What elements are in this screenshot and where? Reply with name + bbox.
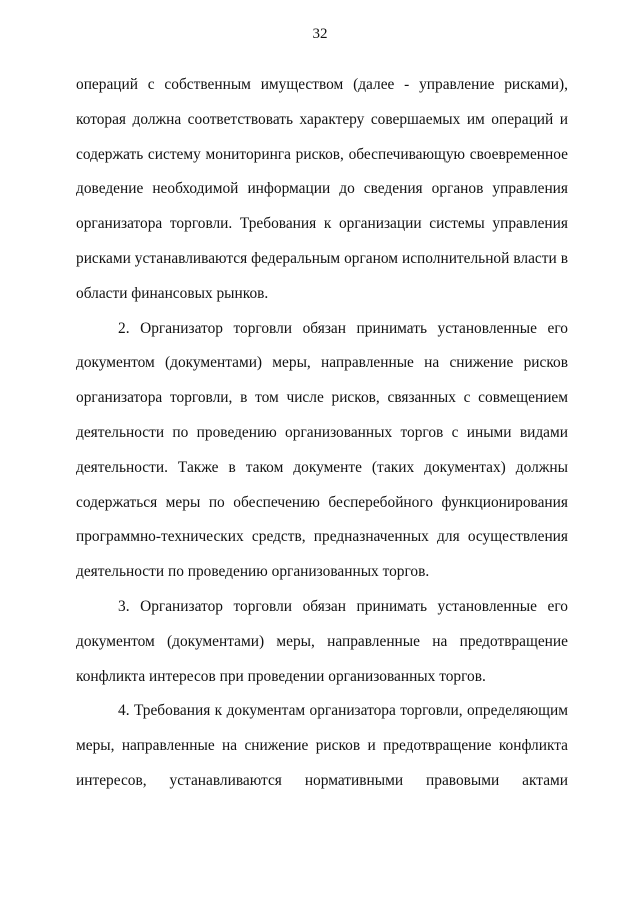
paragraph-4 [76, 694, 568, 798]
text-line: содержать систему мониторинга рисков, обеспечивающую своевременное [76, 145, 568, 163]
page-number: 32 [312, 26, 328, 42]
text-line: содержаться меры по обеспечению бесперебойного функционирования [76, 493, 568, 511]
text-line: программно-технических средств, предназначенных для осуществления [76, 528, 568, 546]
document-body [76, 68, 568, 799]
paragraph-3 [76, 590, 568, 694]
text-line: деятельности. Также в таком документе (таких документах) должны [76, 458, 568, 476]
text-line: документом (документами) меры, направленные на предотвращение [76, 632, 568, 650]
text-line: доведение необходимой информации до сведения органов управления [76, 180, 568, 198]
text-line: организатора торговли, в том числе рисков, связанных с совмещением [76, 389, 568, 407]
text-line: рисками устанавливаются федеральным органом исполнительной власти в [76, 249, 568, 267]
text-line: организатора торговли. Требования к организации системы управления [76, 215, 568, 233]
text-line: 4. Требования к документам организатора торговли, определяющим [118, 702, 568, 720]
paragraph-1 [76, 68, 568, 312]
text-line: операций с собственным имуществом (далее - управление рисками), [76, 76, 568, 93]
paragraph-2 [76, 312, 568, 590]
text-line: конфликта интересов при проведении организованных торгов. [76, 667, 486, 685]
text-line: 3. Организатор торговли обязан принимать установленные его [118, 597, 568, 615]
text-line: 2. Организатор торговли обязан принимать установленные его [118, 319, 568, 337]
text-line: документом (документами) меры, направленные на снижение рисков [76, 354, 568, 372]
text-line: области финансовых рынков. [76, 284, 269, 302]
text-line: интересов, устанавливаются нормативными правовыми актами [76, 771, 568, 789]
text-line: деятельности по проведению организованных торгов с иными видами [76, 423, 568, 441]
text-line: которая должна соответствовать характеру совершаемых им операций и [76, 110, 568, 128]
text-line: меры, направленные на снижение рисков и предотвращение конфликта [76, 737, 568, 755]
text-line: деятельности по проведению организованных торгов. [76, 563, 430, 581]
